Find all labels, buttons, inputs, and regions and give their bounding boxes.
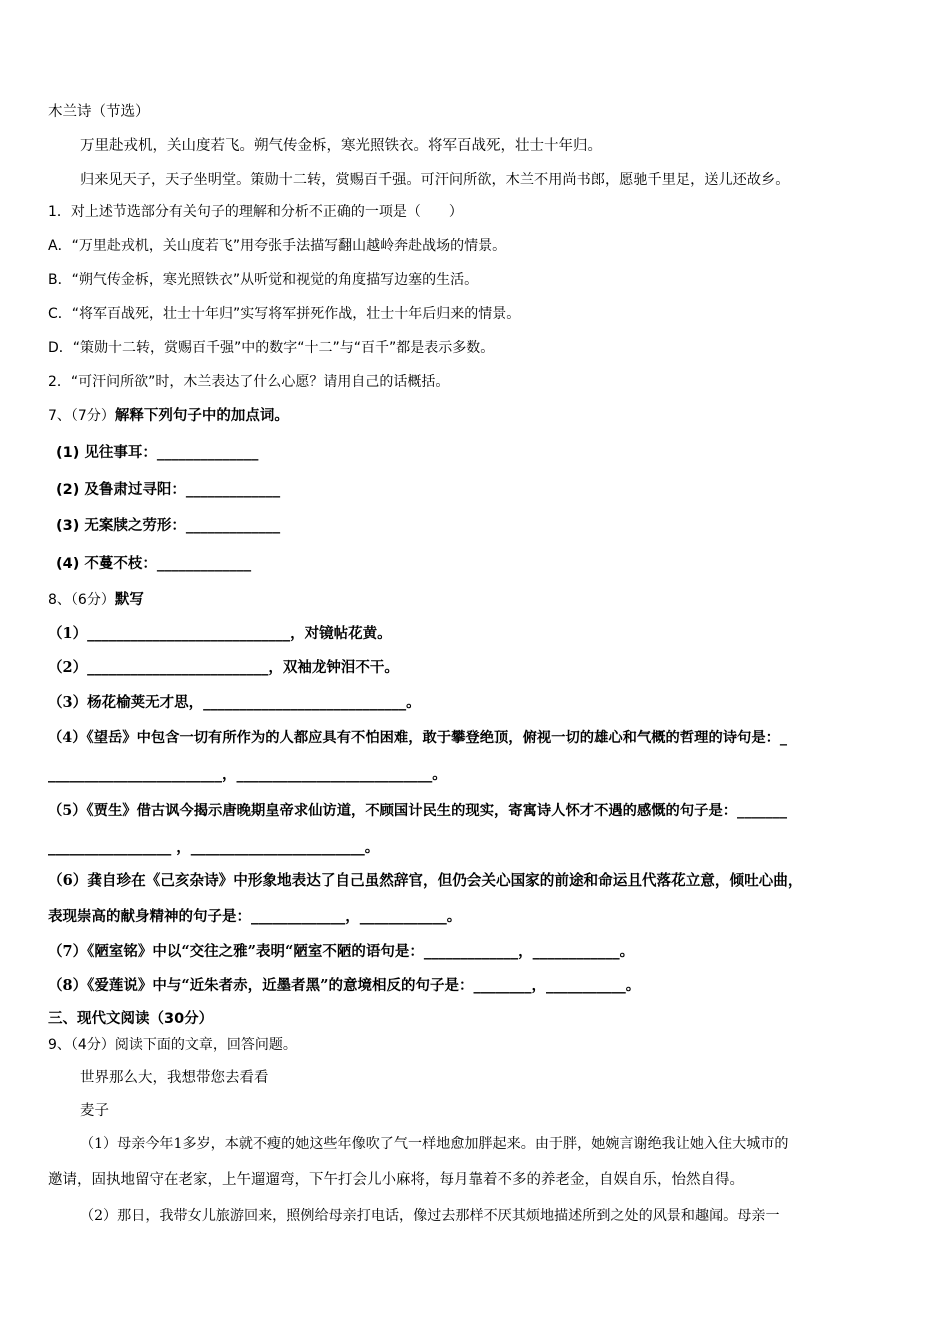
article-title: 世界那么大，我想带您去看看	[80, 1070, 269, 1086]
q8-item-5: （5）《贾生》借古讽今揭示唐晚期皇帝求仙访道，不顾国计民生的现实，寄寓诗人怀才不遇的感慨的句子是：_______	[48, 803, 788, 819]
q7-title: 解释下列句子中的加点词。	[114, 408, 289, 424]
q1-stem: 1．对上述节选部分有关句子的理解和分析不正确的一项是（ ）	[48, 204, 463, 220]
q8-item-3: （3）杨花榆荚无才思，____________________________。	[48, 694, 421, 711]
q8-title: 默写	[114, 592, 144, 608]
q8-item-6-cont: 表现崇高的献身精神的句子是：_____________，____________。	[48, 908, 462, 925]
q8-item-7: （7）《陋室铭》中以“交往之雅”表明“陋室不陋的语句是：_____________，____________。	[48, 943, 635, 960]
mulan-line-2: 归来见天子，天子坐明堂。策勋十二转，赏赐百千强。可汗问所欲，木兰不用尚书郎，愿驰千里足，送儿还故乡。	[80, 172, 790, 188]
q8-prefix: 8、（6分）	[48, 592, 115, 608]
q7-item-4: (4) 不蔓不枝：_____________	[56, 556, 252, 572]
article-paragraph-2: （2）那日，我带女儿旅游回来，照例给母亲打电话，像过去那样不厌其烦地描述所到之处的风景和趣闻。母亲一	[80, 1208, 780, 1224]
article-author: 麦子	[80, 1103, 109, 1119]
mulan-line-1: 万里赴戎机，关山度若飞。朔气传金柝，寒光照铁衣。将军百战死，壮士十年归。	[80, 138, 602, 154]
q9-stem: 9、（4分）阅读下面的文章，回答问题。	[48, 1037, 297, 1053]
article-paragraph-1-cont: 邀请，固执地留守在老家，上午遛遛弯，下午打会儿小麻将，每月靠着不多的养老金，自娱自乐，怡然自得。	[48, 1172, 744, 1188]
q1-option-b: B．“朔气传金柝，寒光照铁衣”从听觉和视觉的角度描写边塞的生活。	[48, 272, 479, 288]
mulan-title: 木兰诗（节选）	[48, 104, 150, 120]
q7-item-1: (1) 见往事耳：______________	[56, 445, 259, 461]
q8-heading	[48, 590, 144, 610]
q7-item-3: (3) 无案牍之劳形：_____________	[56, 518, 281, 534]
section-3-heading: 三、现代文阅读（30分）	[48, 1011, 214, 1027]
q8-item-6: （6）龚自珍在《己亥杂诗》中形象地表达了自己虽然辞官，但仍会关心国家的前途和命运且代落花立意，倾吐心曲，	[48, 872, 803, 889]
q7-item-2: (2) 及鲁肃过寻阳：_____________	[56, 482, 281, 498]
q8-item-5-cont: _________________ ，________________________。	[48, 839, 380, 856]
q7-heading	[48, 406, 289, 426]
q8-item-2: （2）_________________________，双袖龙钟泪不干。	[48, 659, 399, 676]
q8-item-1: （1）____________________________，对镜帖花黄。	[48, 625, 392, 642]
q8-item-4: （4）《望岳》中包含一切有所作为的人都应具有不怕困难，敢于攀登绝顶，俯视一切的雄心和气概的哲理的诗句是：_	[48, 730, 788, 746]
q8-item-8: （8）《爱莲说》中与“近朱者赤，近墨者黑”的意境相反的句子是：________，___________。	[48, 977, 641, 994]
q1-option-a: A．“万里赴戎机，关山度若飞”用夸张手法描写翻山越岭奔赴战场的情景。	[48, 238, 507, 254]
q7-prefix: 7、（7分）	[48, 408, 115, 424]
q8-item-4-cont: ________________________，___________________________。	[48, 766, 447, 783]
q1-option-c: C．“将军百战死，壮士十年归”实写将军拼死作战，壮士十年后归来的情景。	[48, 306, 521, 322]
q1-option-d: D．“策勋十二转，赏赐百千强”中的数字“十二”与“百千”都是表示多数。	[48, 340, 495, 356]
q2-stem: 2．“可汗问所欲”时，木兰表达了什么心愿？请用自己的话概括。	[48, 374, 450, 390]
article-paragraph-1: （1）母亲今年1多岁，本就不瘦的她这些年像吹了气一样地愈加胖起来。由于胖，她婉言谢绝我让她入住大城市的	[80, 1136, 789, 1152]
